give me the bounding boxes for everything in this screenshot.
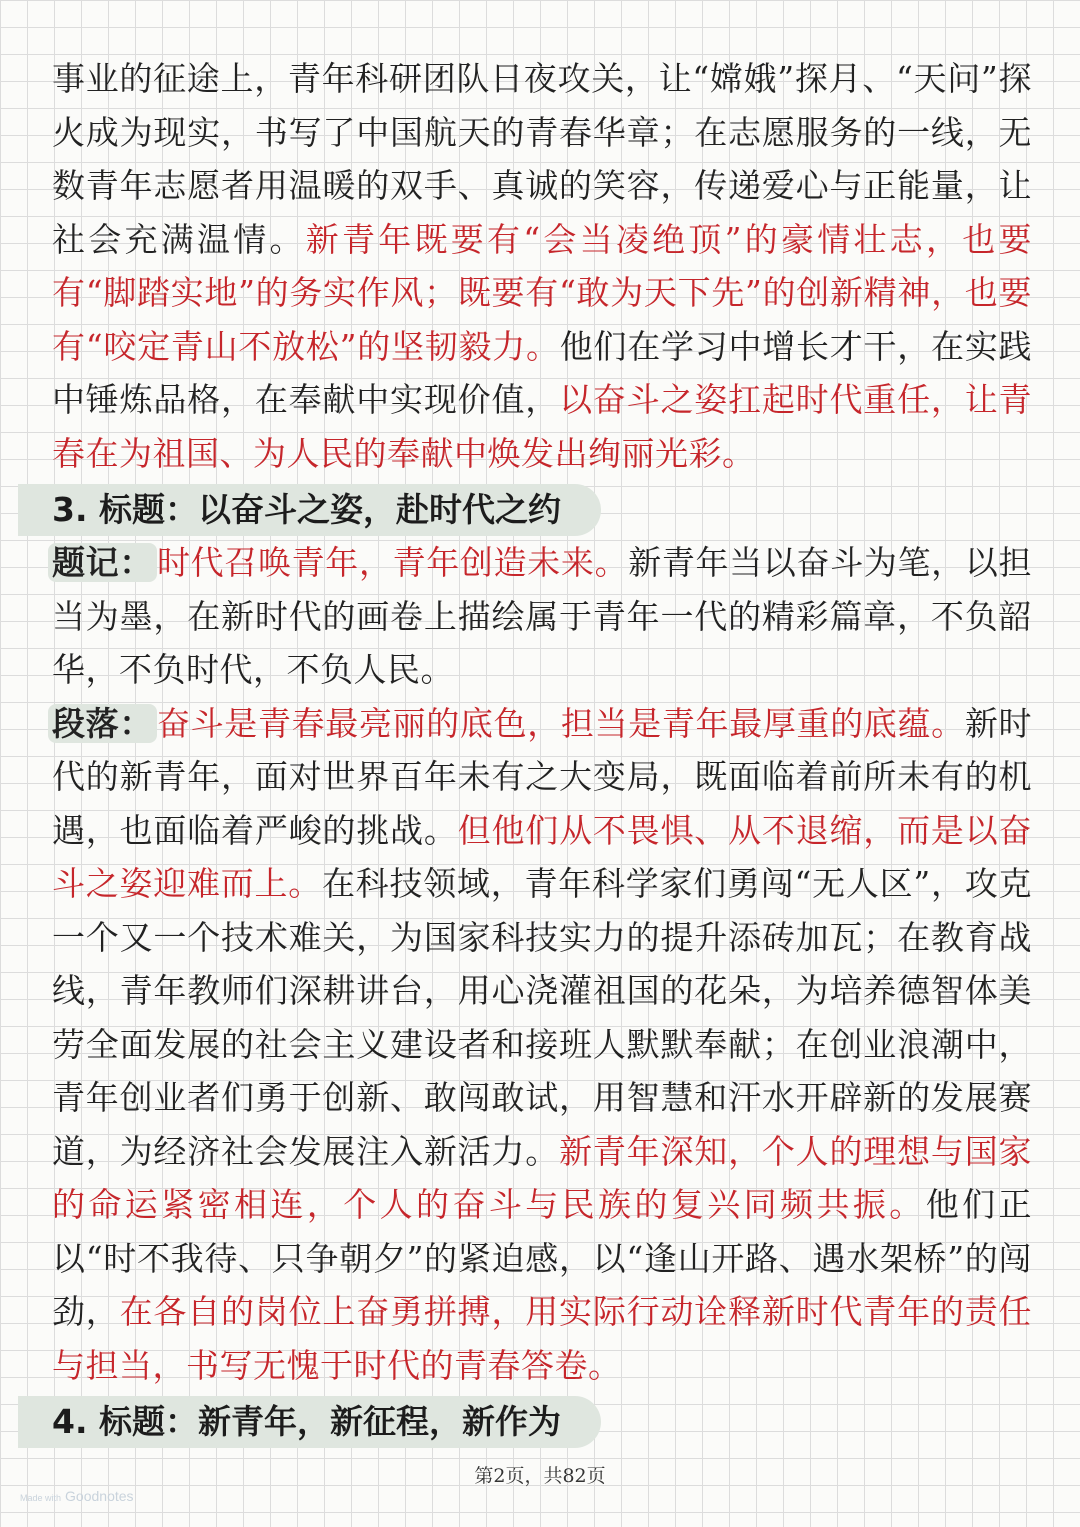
goodnotes-watermark xyxy=(20,1488,134,1504)
epigraph-label: 题记： xyxy=(48,543,157,582)
paragraph-text: 他们正以“时不我待、只争朝夕”的紧迫感，以“逢山开路、遇水架桥”的闯劲， xyxy=(52,1185,1033,1331)
paragraph-label: 段落： xyxy=(48,704,157,743)
highlighted-text: 奋斗是青春最亮丽的底色，担当是青年最厚重的底蕴。 xyxy=(156,703,965,743)
paragraph-text: 他们在学习中增长才干，在实践中锤炼品格，在奉献中实现价值， xyxy=(52,326,1032,419)
section-heading-3: 3. 标题：以奋斗之姿，赴时代之约 xyxy=(18,484,601,536)
highlighted-text: 在各自的岗位上奋勇拼搏，用实际行动诠释新时代青年的责任与担当，书写无愧于时代的青春答卷。 xyxy=(52,1292,1033,1385)
highlighted-text: 以奋斗之姿扛起时代重任，让青春在为祖国、为人民的奉献中焕发出绚丽光彩。 xyxy=(52,380,1033,473)
highlighted-text: 时代召唤青年，青年创造未来。 xyxy=(156,543,629,582)
paragraph-text: 新青年当以奋斗为笔，以担当为墨，在新时代的画卷上描绘属于青年一代的精彩篇章，不负韶华，不负时代，不负人民。 xyxy=(52,543,1033,689)
document-page xyxy=(52,52,1032,1448)
page-number: 第2页，共82页 xyxy=(474,1465,606,1487)
section-paragraph xyxy=(52,697,1032,1393)
paragraph-text: 事业的征途上，青年科研团队日夜攻关，让“嫦娥”探月、“天问”探火成为现实，书写了中国航天的青春华章；在志愿服务的一线，无数青年志愿者用温暖的双手、真诚的笑容，传递爱心与正能量，让社会充满温情。 xyxy=(52,59,1032,259)
body-paragraph xyxy=(52,52,1032,480)
section-heading-4: 4. 标题：新青年，新征程，新作为 xyxy=(18,1396,601,1448)
epigraph-paragraph xyxy=(52,536,1032,697)
paragraph-text: 在科技领域，青年科学家们勇闯“无人区”，攻克一个又一个技术难关，为国家科技实力的提升添砖加瓦；在教育战线，青年教师们深耕讲台，用心浇灌祖国的花朵，为培养德智体美劳全面发展的社会主义建设者和接班人默默奉献；在创业浪潮中，青年创业者们勇于创新、敢闯敢试，用智慧和汗水开辟新的发展赛道，为经济社会发展注入新活力。 xyxy=(52,864,1032,1171)
watermark-prefix: Made with xyxy=(20,1493,62,1503)
paragraph-text: 新时代的新青年，面对世界百年未有之大变局，既面临着前所未有的机遇，也面临着严峻的挑战。 xyxy=(52,703,1033,850)
watermark-brand: Goodnotes xyxy=(65,1488,134,1504)
highlighted-text: 新青年既要有“会当凌绝顶”的豪情壮志，也要有“脚踏实地”的务实作风；既要有“敢为天下先”的创新精神，也要有“咬定青山不放松”的坚韧毅力。 xyxy=(52,219,1032,366)
highlighted-text: 但他们从不畏惧、从不退缩，而是以奋斗之姿迎难而上。 xyxy=(52,810,1033,903)
highlighted-text: 新青年深知，个人的理想与国家的命运紧密相连，个人的奋斗与民族的复兴同频共振。 xyxy=(52,1131,1033,1224)
